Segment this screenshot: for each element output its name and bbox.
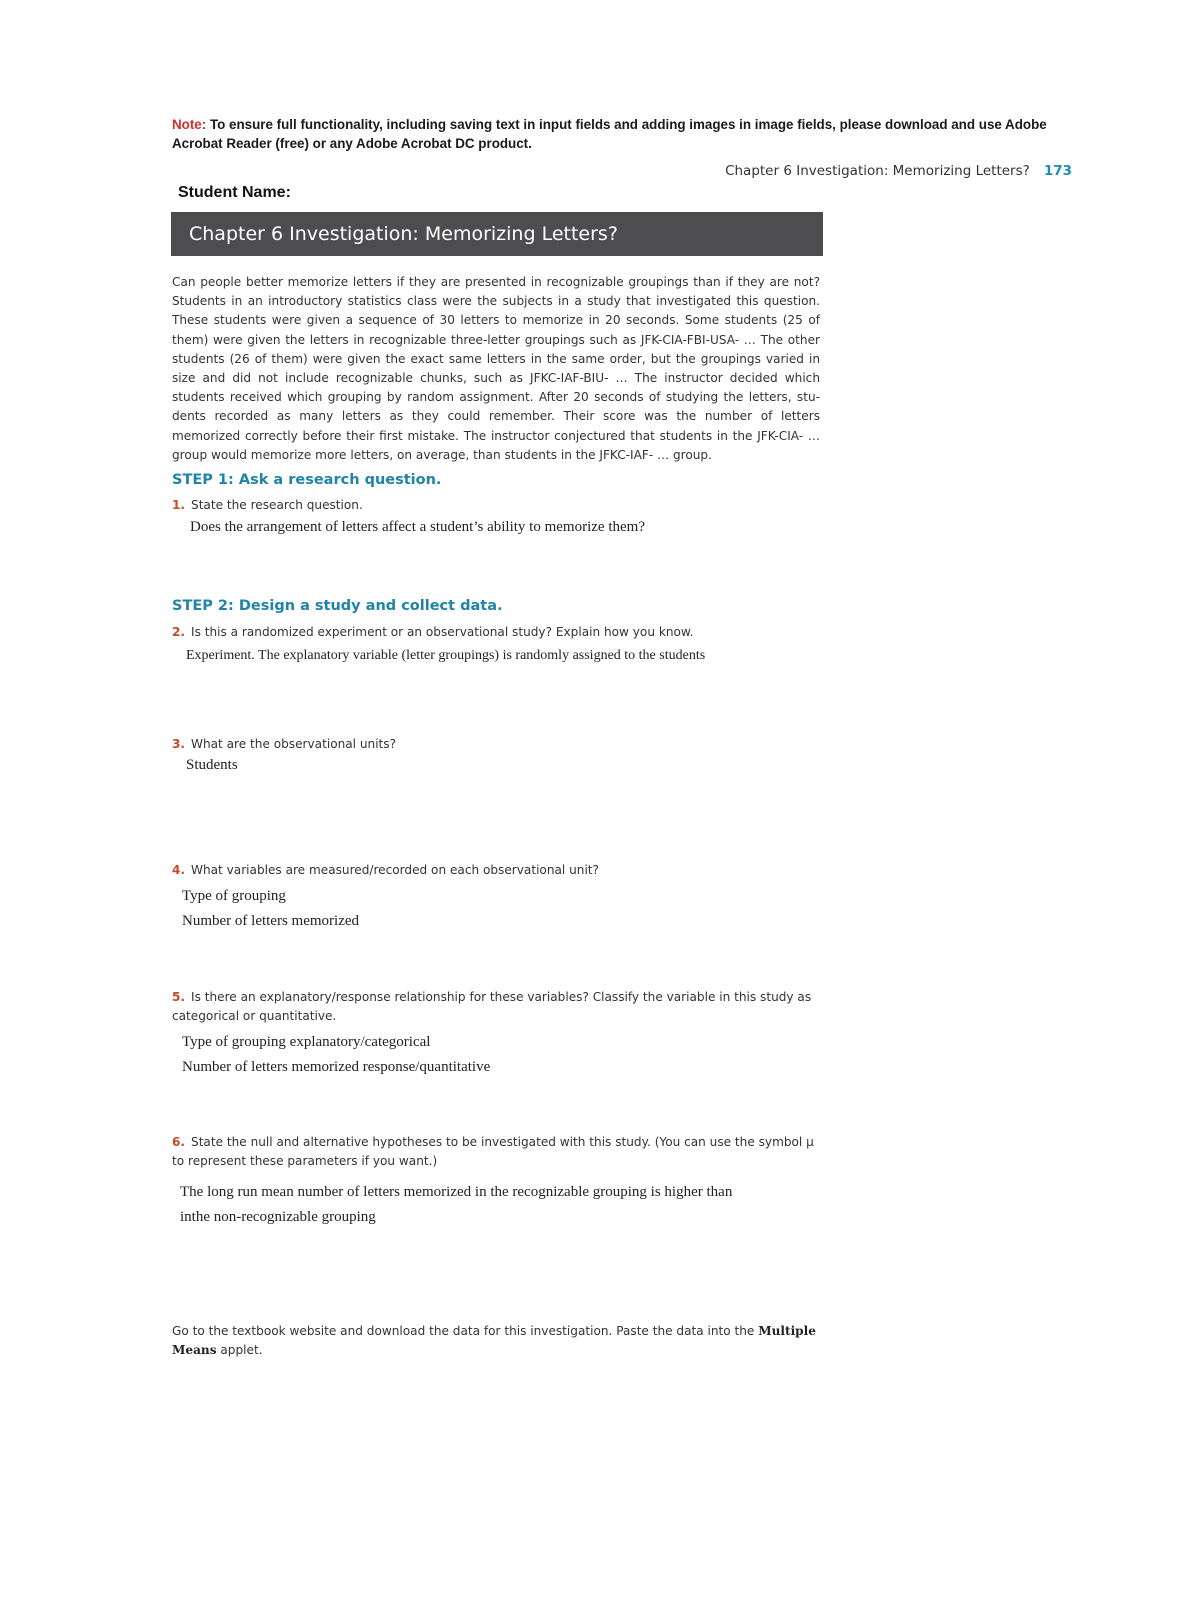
answer-field-3[interactable]: Students <box>186 757 238 773</box>
question-number: 6. <box>172 1135 186 1149</box>
closing-text: Go to the textbook website and download the data for this investigation. Paste the data into the <box>172 1324 755 1338</box>
question-text: State the null and alternative hypotheses to be investigated with this study. (You can use the symbol μ to represent these parameters if you want.) <box>172 1135 814 1168</box>
question-number: 3. <box>172 737 186 751</box>
closing-end: applet. <box>220 1343 263 1358</box>
question-1 <box>172 496 820 515</box>
closing-instructions <box>172 1322 820 1361</box>
answer-line: Number of letters memorized <box>182 913 360 929</box>
question-text: What are the observational units? <box>191 737 397 751</box>
student-name-label: Student Name: <box>178 184 291 201</box>
question-number: 2. <box>172 625 186 639</box>
answer-field-4[interactable] <box>182 884 820 934</box>
question-text: What variables are measured/recorded on each observational unit? <box>191 863 599 877</box>
step-1-heading: STEP 1: Ask a research question. <box>172 472 442 488</box>
answer-line: Type of grouping <box>182 888 286 904</box>
answer-line: Type of grouping explanatory/categorical <box>182 1034 431 1050</box>
question-2 <box>172 623 820 642</box>
question-3 <box>172 735 820 754</box>
question-6 <box>172 1133 820 1171</box>
note-label: Note: <box>172 117 207 132</box>
question-5 <box>172 988 820 1026</box>
question-number: 4. <box>172 863 186 877</box>
question-4 <box>172 861 820 880</box>
step-2-heading: STEP 2: Design a study and collect data. <box>172 598 503 614</box>
acrobat-note <box>172 115 1072 153</box>
applet-name: Multiple Means <box>172 1324 816 1358</box>
question-text: Is this a randomized experiment or an observational study? Explain how you know. <box>191 625 694 639</box>
question-text: Is there an explanatory/response relationship for these variables? Classify the variable in this study as categorical or quantitative. <box>172 990 812 1023</box>
running-head <box>700 163 1072 179</box>
intro-paragraph: Can people better memorize letters if they are presented in recognizable groupings than if they are not? Students in an introductory statistics class were the subjects in a study that investigated this question. These students were given a sequence of 30 letters to memorize in 20 seconds. Some students (25 of them) were given the letters in recognizable three-letter groupings such as JFK-CIA-FBI-USA- … The other students (26 of them) were given the exact same letters in the same order, but the groupings varied in size and did not include recognizable chunks, such as JFKC-IAF-BIU- … The instructor decided which students received which grouping by random assignment. After 20 seconds of studying the letters, stu-dents recorded as many letters as they could remember. Their score was the number of letters memorized correctly before their first mistake. The instructor conjectured that students in the JFK-CIA- … group would memorize more letters, on average, than students in the JFKC-IAF- … group. <box>172 275 820 462</box>
question-text: State the research question. <box>191 498 363 512</box>
note-text: To ensure full functionality, including saving text in input fields and adding images in image fields, please download and use Adobe Acrobat Reader (free) or any Adobe Acrobat DC product. <box>172 117 1047 151</box>
answer-line: Number of letters memorized response/quantitative <box>182 1059 491 1075</box>
answer-field-1[interactable]: Does the arrangement of letters affect a student’s ability to memorize them? <box>190 519 645 535</box>
answer-line: The long run mean number of letters memorized in the recognizable grouping is higher than <box>180 1184 733 1200</box>
answer-line: inthe non-recognizable grouping <box>180 1209 376 1225</box>
answer-field-2[interactable]: Experiment. The explanatory variable (letter groupings) is randomly assigned to the students <box>186 648 706 663</box>
answer-field-5[interactable] <box>182 1030 820 1080</box>
answer-field-6[interactable] <box>180 1180 820 1230</box>
question-number: 5. <box>172 990 186 1004</box>
question-number: 1. <box>172 498 186 512</box>
page-title: Chapter 6 Investigation: Memorizing Letters? <box>171 212 823 256</box>
page-number: 173 <box>1043 163 1072 179</box>
running-title: Chapter 6 Investigation: Memorizing Letters? <box>725 163 1030 179</box>
